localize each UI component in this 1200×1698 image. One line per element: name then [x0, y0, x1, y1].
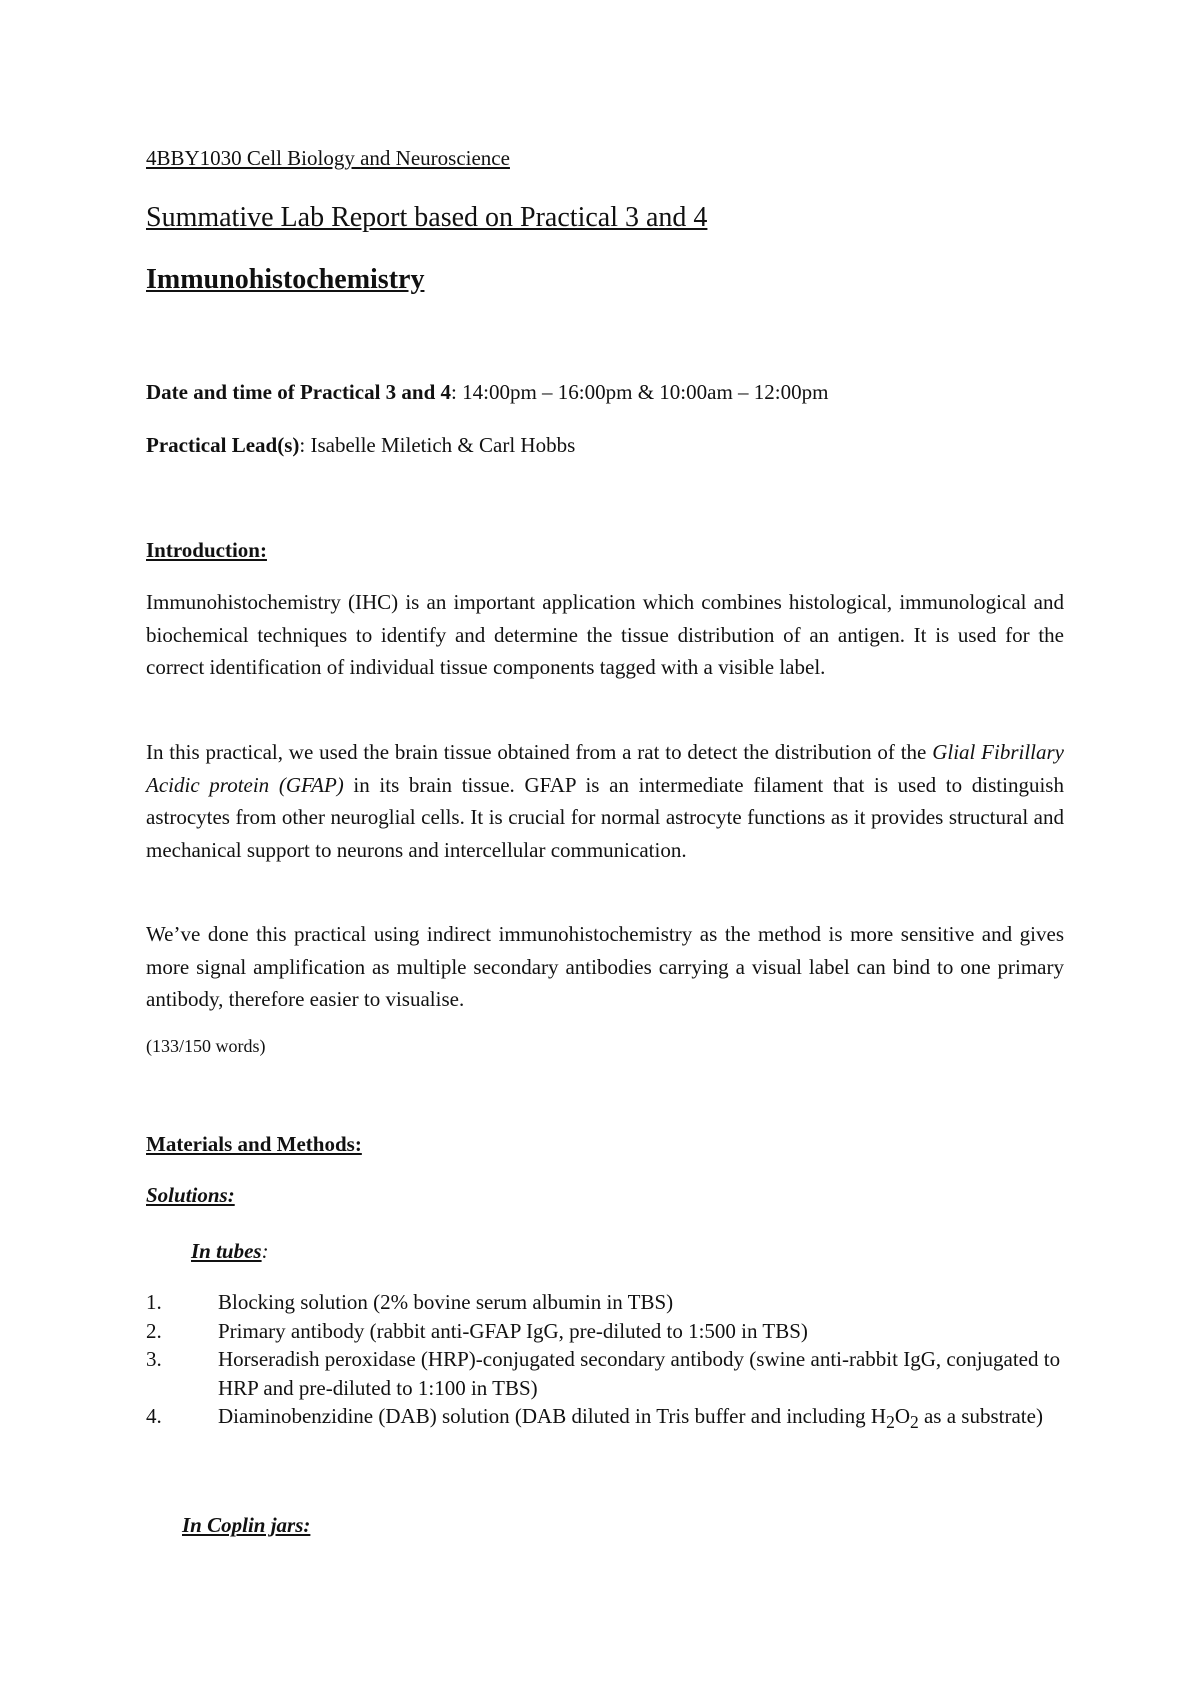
intro-paragraph-2 [146, 736, 1064, 866]
date-time-line [146, 380, 828, 405]
list-item [146, 1288, 1064, 1317]
course-title: 4BBY1030 Cell Biology and Neuroscience [146, 146, 510, 170]
list-item-text: Primary antibody (rabbit anti-GFAP IgG, pre-diluted to 1:500 in TBS) [218, 1318, 808, 1343]
practical-lead-line [146, 433, 575, 458]
report-subtitle: Immunohistochemistry [146, 264, 425, 295]
in-tubes-label: In tubes [191, 1239, 262, 1263]
intro-paragraph-1: Immunohistochemistry (IHC) is an important application which combines histological, immunological and biochemical techniques to identify and determine the tissue distribution of an antigen. It is used for the correct identification of individual tissue components tagged with a visible label. [146, 590, 1064, 679]
subscript-2: 2 [909, 1412, 919, 1433]
list-item-number: 2. [146, 1318, 162, 1343]
intro-p2-start: In this practical, we used the brain tissue obtained from a rat to detect the distribution of the [146, 740, 933, 764]
in-tubes-colon: : [261, 1239, 269, 1263]
list-item-number: 4. [146, 1404, 162, 1428]
intro-p2-end: in its brain tissue. GFAP is an intermediate filament that is used to distinguish astrocytes from other neuroglial cells. It is crucial for normal astrocyte functions as it provides structural and mechanical support to neurons and intercellular communication. [146, 772, 1064, 862]
solutions-heading: Solutions: [146, 1183, 235, 1207]
list-item-text: Horseradish peroxidase (HRP)-conjugated secondary antibody (swine anti-rabbit IgG, conjugated to HRP and pre-diluted to 1:100 in TBS) [218, 1347, 1061, 1400]
dab-text-o: O [894, 1404, 910, 1428]
list-item-number: 3. [146, 1347, 162, 1371]
list-item-number: 1. [146, 1290, 162, 1314]
subscript-2: 2 [886, 1412, 895, 1433]
list-item-text [218, 1402, 1064, 1437]
list-item-text: Blocking solution (2% bovine serum albumin in TBS) [218, 1290, 674, 1314]
materials-methods-heading: Materials and Methods: [146, 1132, 362, 1156]
list-item [146, 1402, 1064, 1437]
dab-text-start: Diaminobenzidine (DAB) solution (DAB diluted in Tris buffer and including H [218, 1404, 887, 1428]
list-item [146, 1345, 1064, 1402]
gfap-term: Glial Fibrillary Acidic protein (GFAP) [146, 740, 1064, 797]
introduction-heading: Introduction: [146, 538, 267, 562]
date-time-label: Date and time of Practical 3 and 4 [146, 380, 452, 404]
practical-lead-value: : Isabelle Miletich & Carl Hobbs [299, 433, 576, 457]
intro-paragraph-3: We’ve done this practical using indirect immunohistochemistry as the method is more sensitive and gives more signal amplification as multiple secondary antibodies carrying a visual label can bind to one primary antibody, therefore easier to visualise. [146, 922, 1064, 1011]
report-title: Summative Lab Report based on Practical 3 and 4 [146, 202, 708, 233]
tubes-solution-list [146, 1288, 1064, 1437]
list-item [146, 1317, 1064, 1346]
coplin-jars-heading: In Coplin jars: [182, 1513, 311, 1537]
word-count: (133/150 words) [146, 1036, 266, 1056]
in-tubes-heading [191, 1239, 269, 1264]
date-time-value: : 14:00pm – 16:00pm & 10:00am – 12:00pm [451, 380, 829, 404]
practical-lead-label: Practical Lead(s) [146, 433, 300, 457]
dab-text-end: as a substrate) [918, 1404, 1043, 1428]
